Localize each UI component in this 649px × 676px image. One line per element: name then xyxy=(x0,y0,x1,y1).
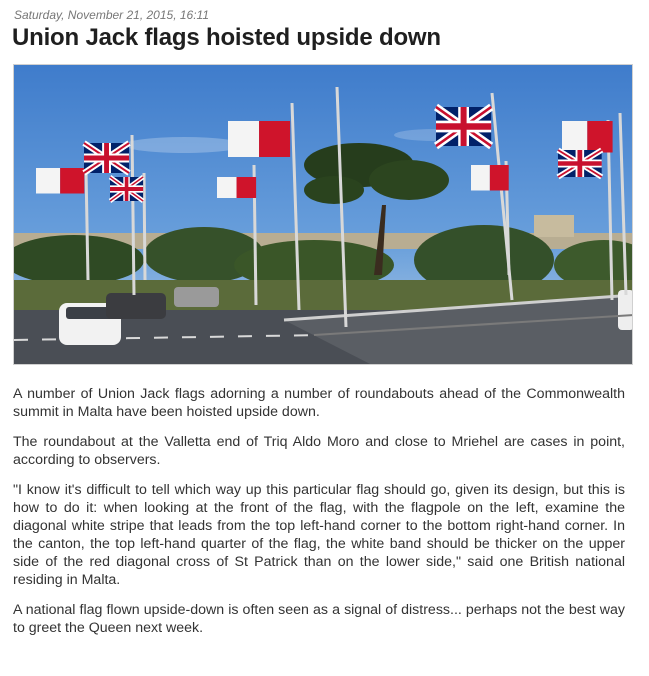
article-dateline: Saturday, November 21, 2015, 16:11 xyxy=(14,8,210,22)
article-paragraph: A national flag flown upside-down is often seen as a signal of distress... perhaps not the best way to greet the Queen next week. xyxy=(13,602,625,636)
article-photo xyxy=(13,64,633,365)
article-paragraph: The roundabout at the Valletta end of Triq Aldo Moro and close to Mriehel are cases in point, according to observers. xyxy=(13,434,625,468)
article-paragraph: A number of Union Jack flags adorning a number of roundabouts ahead of the Commonwealth summit in Malta have been hoisted upside down. xyxy=(13,386,625,420)
article-paragraph: "I know it's difficult to tell which way up this particular flag should go, given its design, but this is how to do it: when looking at the front of the flag, with the flagpole on the left, examine the diagonal white stripe that leads from the top left-hand corner to the bottom right-hand corner. In the canton, the top left-hand quarter of the flag, the white band should be thicker on the upper side of the red diagonal cross of St Patrick than on the lower side," said one British national residing in Malta. xyxy=(13,482,625,588)
article-body xyxy=(13,385,625,649)
article-headline: Union Jack flags hoisted upside down xyxy=(12,24,441,51)
